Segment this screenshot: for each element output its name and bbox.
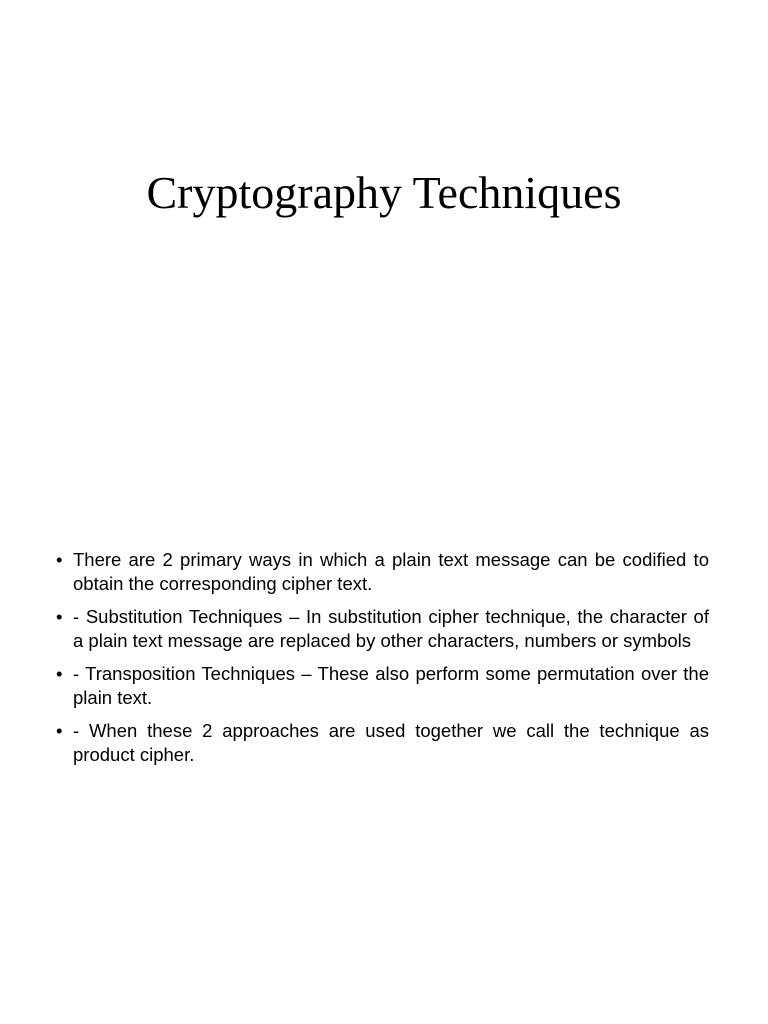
slide-title: Cryptography Techniques [146, 167, 622, 218]
bullet-item-intro: • There are 2 primary ways in which a plain text message can be codified to obtain the corresponding cipher text. [56, 548, 709, 596]
bullet-item-substitution: • - Substitution Techniques – In substitution cipher technique, the character of a plain text message are replaced by other characters, numbers or symbols [56, 605, 709, 653]
bullet-item-product-cipher: • - When these 2 approaches are used together we call the technique as product cipher. [56, 719, 709, 767]
bullet-list [56, 548, 709, 776]
bullet-item-transposition: • - Transposition Techniques – These also perform some permutation over the plain text. [56, 662, 709, 710]
